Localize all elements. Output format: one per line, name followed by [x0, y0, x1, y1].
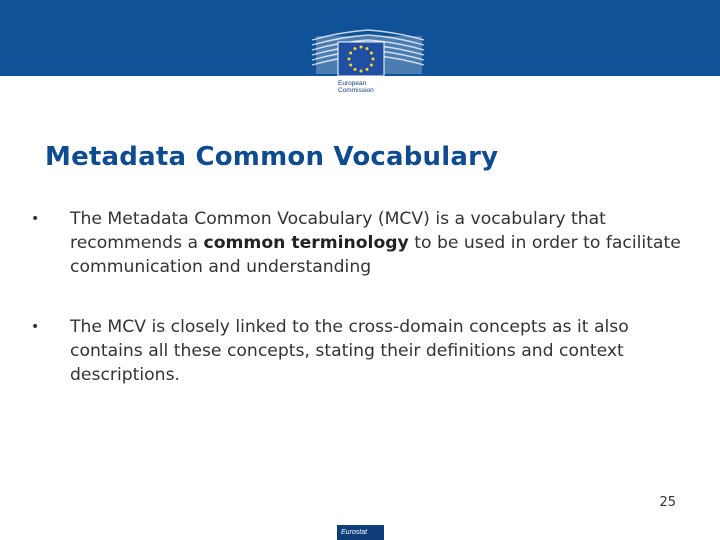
bullet-text: The Metadata Common Vocabulary (MCV) is a vocabulary that recommends a [70, 209, 606, 253]
bullet-list [28, 207, 688, 423]
building-flag-icon [310, 18, 428, 80]
bullet-text-end: to be used in order to facilitate communication and understanding [70, 233, 681, 277]
eurostat-badge: Eurostat [337, 525, 384, 540]
bullet-marker: • [31, 319, 40, 335]
bullet-item [28, 315, 688, 387]
bullet-marker: • [31, 211, 40, 227]
page-number: 25 [659, 495, 676, 510]
bullet-emphasis: common terminology [203, 233, 409, 253]
slide-title: Metadata Common Vocabulary [45, 142, 499, 172]
bullet-text: The MCV is closely linked to the cross-domain concepts as it also contains all these concepts, stating their definitions and context descriptions. [70, 317, 629, 385]
bullet-item [28, 207, 688, 279]
european-commission-logo [310, 18, 428, 100]
logo-caption: European Commission [338, 80, 374, 94]
